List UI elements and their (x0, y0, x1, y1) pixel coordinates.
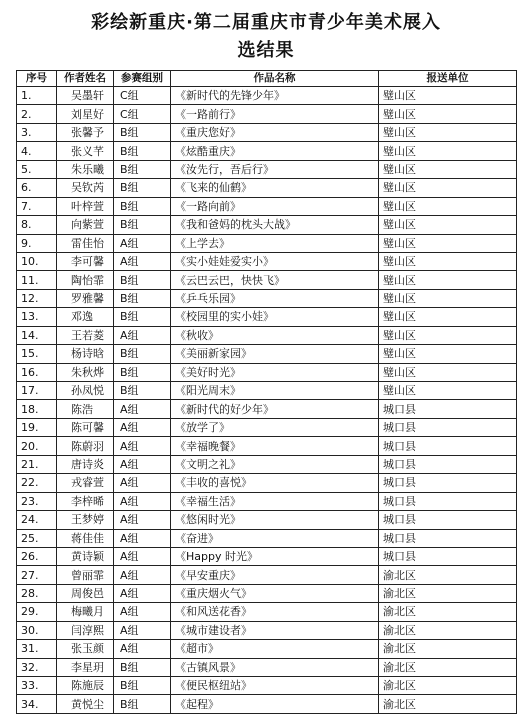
table-row (17, 584, 517, 602)
cell-row-number: 7. (17, 197, 57, 215)
cell-work-title: 《飞来的仙鹤》 (171, 179, 379, 197)
cell-row-number: 24. (17, 511, 57, 529)
cell-submitting-unit: 璧山区 (379, 382, 517, 400)
cell-work-title: 《早安重庆》 (171, 566, 379, 584)
cell-group: A组 (114, 418, 171, 436)
cell-row-number: 8. (17, 216, 57, 234)
cell-group: A组 (114, 474, 171, 492)
cell-row-number: 15. (17, 345, 57, 363)
cell-submitting-unit: 渝北区 (379, 621, 517, 639)
cell-submitting-unit: 城口县 (379, 492, 517, 510)
cell-author-name: 周俊邑 (57, 584, 114, 602)
cell-group: A组 (114, 621, 171, 639)
table-row (17, 179, 517, 197)
cell-author-name: 张馨予 (57, 123, 114, 141)
cell-submitting-unit: 璧山区 (379, 363, 517, 381)
header-work: 作品名称 (171, 71, 379, 87)
table-row (17, 363, 517, 381)
cell-author-name: 唐诗炎 (57, 455, 114, 473)
cell-row-number: 14. (17, 326, 57, 344)
cell-submitting-unit: 城口县 (379, 511, 517, 529)
table-row (17, 474, 517, 492)
cell-group: C组 (114, 105, 171, 123)
table-row (17, 658, 517, 676)
cell-submitting-unit: 璧山区 (379, 197, 517, 215)
cell-work-title: 《幸福生活》 (171, 492, 379, 510)
cell-submitting-unit: 城口县 (379, 400, 517, 418)
table-row (17, 142, 517, 160)
cell-group: C组 (114, 87, 171, 105)
cell-row-number: 6. (17, 179, 57, 197)
cell-submitting-unit: 城口县 (379, 474, 517, 492)
table-row (17, 640, 517, 658)
cell-row-number: 29. (17, 603, 57, 621)
cell-group: A组 (114, 566, 171, 584)
cell-submitting-unit: 璧山区 (379, 308, 517, 326)
cell-work-title: 《和风送花香》 (171, 603, 379, 621)
cell-author-name: 朱乐曦 (57, 160, 114, 178)
cell-row-number: 1. (17, 87, 57, 105)
cell-submitting-unit: 璧山区 (379, 216, 517, 234)
cell-work-title: 《悠闲时光》 (171, 511, 379, 529)
cell-group: A组 (114, 584, 171, 602)
table-row (17, 492, 517, 510)
cell-group: A组 (114, 492, 171, 510)
cell-group: B组 (114, 289, 171, 307)
cell-author-name: 杨诗晗 (57, 345, 114, 363)
cell-work-title: 《丰收的喜悦》 (171, 474, 379, 492)
cell-work-title: 《奋进》 (171, 529, 379, 547)
cell-submitting-unit: 璧山区 (379, 289, 517, 307)
cell-submitting-unit: 渝北区 (379, 677, 517, 695)
header-unit: 报送单位 (379, 71, 517, 87)
header-group: 参赛组别 (114, 71, 171, 87)
table-row (17, 603, 517, 621)
cell-author-name: 梅曦月 (57, 603, 114, 621)
cell-author-name: 闫淳熙 (57, 621, 114, 639)
cell-group: B组 (114, 308, 171, 326)
table-row (17, 87, 517, 105)
cell-group: A组 (114, 252, 171, 270)
cell-work-title: 《乒乓乐园》 (171, 289, 379, 307)
cell-row-number: 16. (17, 363, 57, 381)
cell-author-name: 陶怡霏 (57, 271, 114, 289)
document-title: 彩绘新重庆·第二届重庆市青少年美术展入 (91, 12, 441, 33)
cell-author-name: 陈施辰 (57, 677, 114, 695)
cell-submitting-unit: 渝北区 (379, 695, 517, 713)
cell-group: A组 (114, 326, 171, 344)
cell-submitting-unit: 璧山区 (379, 105, 517, 123)
cell-submitting-unit: 璧山区 (379, 326, 517, 344)
cell-group: A组 (114, 455, 171, 473)
cell-author-name: 罗雅馨 (57, 289, 114, 307)
cell-row-number: 4. (17, 142, 57, 160)
cell-submitting-unit: 璧山区 (379, 234, 517, 252)
cell-row-number: 19. (17, 418, 57, 436)
cell-author-name: 王若菱 (57, 326, 114, 344)
table-row (17, 455, 517, 473)
cell-work-title: 《超市》 (171, 640, 379, 658)
cell-group: B组 (114, 123, 171, 141)
table-row (17, 382, 517, 400)
cell-group: B组 (114, 197, 171, 215)
table-row (17, 271, 517, 289)
cell-group: A组 (114, 511, 171, 529)
cell-author-name: 吴墨轩 (57, 87, 114, 105)
document-title-continued: 选结果 (237, 40, 295, 61)
cell-group: A组 (114, 234, 171, 252)
cell-author-name: 曾丽霏 (57, 566, 114, 584)
cell-work-title: 《美好时光》 (171, 363, 379, 381)
cell-submitting-unit: 渝北区 (379, 640, 517, 658)
cell-group: A组 (114, 603, 171, 621)
cell-row-number: 22. (17, 474, 57, 492)
cell-author-name: 李可馨 (57, 252, 114, 270)
cell-submitting-unit: 城口县 (379, 455, 517, 473)
cell-work-title: 《阳光周末》 (171, 382, 379, 400)
cell-submitting-unit: 渝北区 (379, 566, 517, 584)
cell-row-number: 10. (17, 252, 57, 270)
table-row (17, 400, 517, 418)
cell-row-number: 18. (17, 400, 57, 418)
table-row (17, 252, 517, 270)
cell-work-title: 《新时代的先锋少年》 (171, 87, 379, 105)
cell-submitting-unit: 璧山区 (379, 345, 517, 363)
cell-row-number: 32. (17, 658, 57, 676)
cell-row-number: 33. (17, 677, 57, 695)
cell-author-name: 黄诗颖 (57, 547, 114, 565)
cell-work-title: 《重庆烟火气》 (171, 584, 379, 602)
cell-author-name: 王梦婷 (57, 511, 114, 529)
cell-row-number: 27. (17, 566, 57, 584)
cell-work-title: 《古镇风景》 (171, 658, 379, 676)
cell-work-title: 《重庆您好》 (171, 123, 379, 141)
cell-row-number: 23. (17, 492, 57, 510)
cell-group: B组 (114, 695, 171, 713)
cell-author-name: 雷佳怡 (57, 234, 114, 252)
cell-row-number: 9. (17, 234, 57, 252)
cell-work-title: 《文明之礼》 (171, 455, 379, 473)
results-table (16, 70, 517, 714)
table-row (17, 216, 517, 234)
table-row (17, 345, 517, 363)
table-row (17, 437, 517, 455)
cell-submitting-unit: 璧山区 (379, 160, 517, 178)
cell-work-title: 《起程》 (171, 695, 379, 713)
cell-row-number: 11. (17, 271, 57, 289)
cell-work-title: 《我和爸妈的枕头大战》 (171, 216, 379, 234)
cell-submitting-unit: 渝北区 (379, 603, 517, 621)
cell-group: B组 (114, 271, 171, 289)
cell-row-number: 17. (17, 382, 57, 400)
cell-group: B组 (114, 382, 171, 400)
table-row (17, 289, 517, 307)
cell-group: A组 (114, 400, 171, 418)
cell-author-name: 李梓晞 (57, 492, 114, 510)
table-header-row (17, 71, 517, 87)
cell-row-number: 13. (17, 308, 57, 326)
table-row (17, 566, 517, 584)
cell-group: A组 (114, 437, 171, 455)
header-name: 作者姓名 (57, 71, 114, 87)
table-row (17, 418, 517, 436)
table-row (17, 511, 517, 529)
cell-row-number: 28. (17, 584, 57, 602)
cell-submitting-unit: 璧山区 (379, 252, 517, 270)
cell-work-title: 《一路前行》 (171, 105, 379, 123)
cell-author-name: 吴钦芮 (57, 179, 114, 197)
table-row (17, 308, 517, 326)
cell-author-name: 张义芊 (57, 142, 114, 160)
cell-author-name: 戎睿萱 (57, 474, 114, 492)
cell-author-name: 陈浩 (57, 400, 114, 418)
cell-work-title: 《上学去》 (171, 234, 379, 252)
table-row (17, 160, 517, 178)
cell-row-number: 21. (17, 455, 57, 473)
cell-group: B组 (114, 345, 171, 363)
cell-work-title: 《秋收》 (171, 326, 379, 344)
table-row (17, 105, 517, 123)
cell-row-number: 34. (17, 695, 57, 713)
cell-submitting-unit: 璧山区 (379, 142, 517, 160)
table-row (17, 326, 517, 344)
cell-author-name: 刘星好 (57, 105, 114, 123)
cell-author-name: 孙凤悦 (57, 382, 114, 400)
cell-group: B组 (114, 677, 171, 695)
cell-author-name: 邓逸 (57, 308, 114, 326)
cell-work-title: 《城市建设者》 (171, 621, 379, 639)
cell-work-title: 《炫酷重庆》 (171, 142, 379, 160)
cell-row-number: 20. (17, 437, 57, 455)
cell-submitting-unit: 璧山区 (379, 123, 517, 141)
cell-work-title: 《幸福晚餐》 (171, 437, 379, 455)
cell-submitting-unit: 璧山区 (379, 179, 517, 197)
cell-work-title: 《校园里的实小娃》 (171, 308, 379, 326)
cell-row-number: 25. (17, 529, 57, 547)
table-row (17, 197, 517, 215)
cell-submitting-unit: 城口县 (379, 547, 517, 565)
cell-row-number: 26. (17, 547, 57, 565)
cell-group: A组 (114, 547, 171, 565)
cell-work-title: 《美丽新家园》 (171, 345, 379, 363)
cell-submitting-unit: 璧山区 (379, 87, 517, 105)
cell-row-number: 3. (17, 123, 57, 141)
table-row (17, 695, 517, 713)
table-row (17, 621, 517, 639)
cell-group: A组 (114, 640, 171, 658)
header-no: 序号 (17, 71, 57, 87)
cell-row-number: 12. (17, 289, 57, 307)
table-row (17, 529, 517, 547)
cell-group: B组 (114, 179, 171, 197)
cell-group: B组 (114, 216, 171, 234)
cell-work-title: 《汝先行，吾后行》 (171, 160, 379, 178)
cell-submitting-unit: 渝北区 (379, 584, 517, 602)
cell-author-name: 李星玥 (57, 658, 114, 676)
cell-author-name: 叶梓萱 (57, 197, 114, 215)
cell-author-name: 朱秋烨 (57, 363, 114, 381)
cell-author-name: 陈可馨 (57, 418, 114, 436)
table-row (17, 547, 517, 565)
cell-group: B组 (114, 142, 171, 160)
cell-author-name: 向紫萱 (57, 216, 114, 234)
cell-work-title: 《新时代的好少年》 (171, 400, 379, 418)
cell-group: B组 (114, 658, 171, 676)
cell-submitting-unit: 城口县 (379, 418, 517, 436)
cell-work-title: 《云巴云巴，快快飞》 (171, 271, 379, 289)
cell-group: B组 (114, 363, 171, 381)
cell-work-title: 《Happy 时光》 (171, 547, 379, 565)
cell-row-number: 2. (17, 105, 57, 123)
table-body (17, 87, 517, 714)
cell-work-title: 《放学了》 (171, 418, 379, 436)
cell-submitting-unit: 城口县 (379, 437, 517, 455)
cell-work-title: 《便民枢纽站》 (171, 677, 379, 695)
cell-author-name: 蒋佳佳 (57, 529, 114, 547)
table-row (17, 677, 517, 695)
cell-author-name: 黄悦尘 (57, 695, 114, 713)
cell-work-title: 《实小娃娃爱实小》 (171, 252, 379, 270)
cell-group: A组 (114, 529, 171, 547)
cell-author-name: 张玉颜 (57, 640, 114, 658)
cell-submitting-unit: 城口县 (379, 529, 517, 547)
cell-row-number: 31. (17, 640, 57, 658)
cell-row-number: 5. (17, 160, 57, 178)
table-row (17, 123, 517, 141)
cell-submitting-unit: 渝北区 (379, 658, 517, 676)
table-row (17, 234, 517, 252)
cell-author-name: 陈蔚羽 (57, 437, 114, 455)
cell-row-number: 30. (17, 621, 57, 639)
cell-submitting-unit: 璧山区 (379, 271, 517, 289)
cell-group: B组 (114, 160, 171, 178)
cell-work-title: 《一路向前》 (171, 197, 379, 215)
